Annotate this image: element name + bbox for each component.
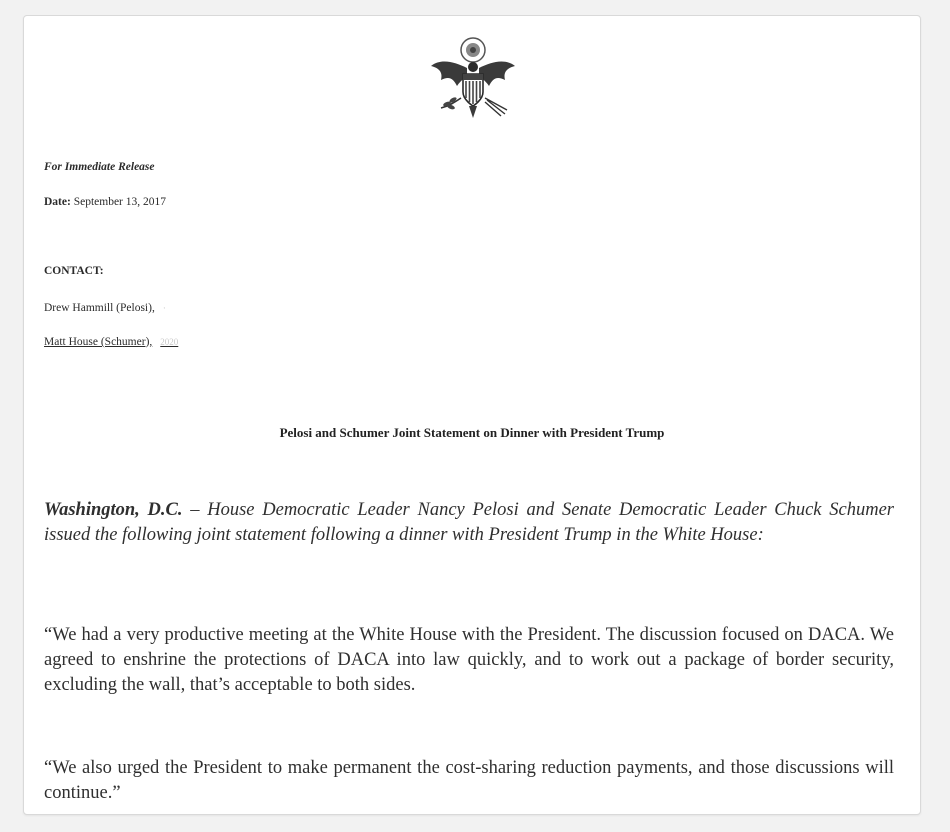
intro-text: – House Democratic Leader Nancy Pelosi and Senate Democratic Leader Chuck Schumer issued the following joint statement following a dinner with President Trump in the White House: xyxy=(44,500,894,545)
date-label: Date: xyxy=(44,196,71,208)
redacted-contact-info: · xyxy=(162,303,166,313)
redacted-contact-info: 2020 xyxy=(160,337,179,347)
contact-schumer[interactable] xyxy=(44,336,178,348)
statement-headline: Pelosi and Schumer Joint Statement on Dinner with President Trump xyxy=(279,425,665,440)
contact-name[interactable]: Matt House (Schumer), xyxy=(44,336,153,348)
contact-pelosi xyxy=(44,302,166,314)
document-page xyxy=(23,15,921,815)
release-date xyxy=(44,196,166,208)
great-seal-eagle-icon xyxy=(427,36,519,120)
release-label: For Immediate Release xyxy=(44,161,155,173)
date-value: September 13, 2017 xyxy=(73,196,167,208)
intro-paragraph xyxy=(44,498,894,548)
dateline: Washington, D.C. xyxy=(44,500,183,520)
contact-label: CONTACT: xyxy=(44,265,104,277)
contact-name: Drew Hammill (Pelosi), xyxy=(44,302,155,314)
quote-paragraph-1: “We had a very productive meeting at the White House with the President. The discussion focused on DACA. We agreed to enshrine the protections of DACA into law quickly, and to work out a package of border security, excluding the wall, that’s acceptable to both sides. xyxy=(44,625,894,695)
quote-paragraph-2: “We also urged the President to make permanent the cost-sharing reduction payments, and those discussions will continue.” xyxy=(44,758,894,803)
